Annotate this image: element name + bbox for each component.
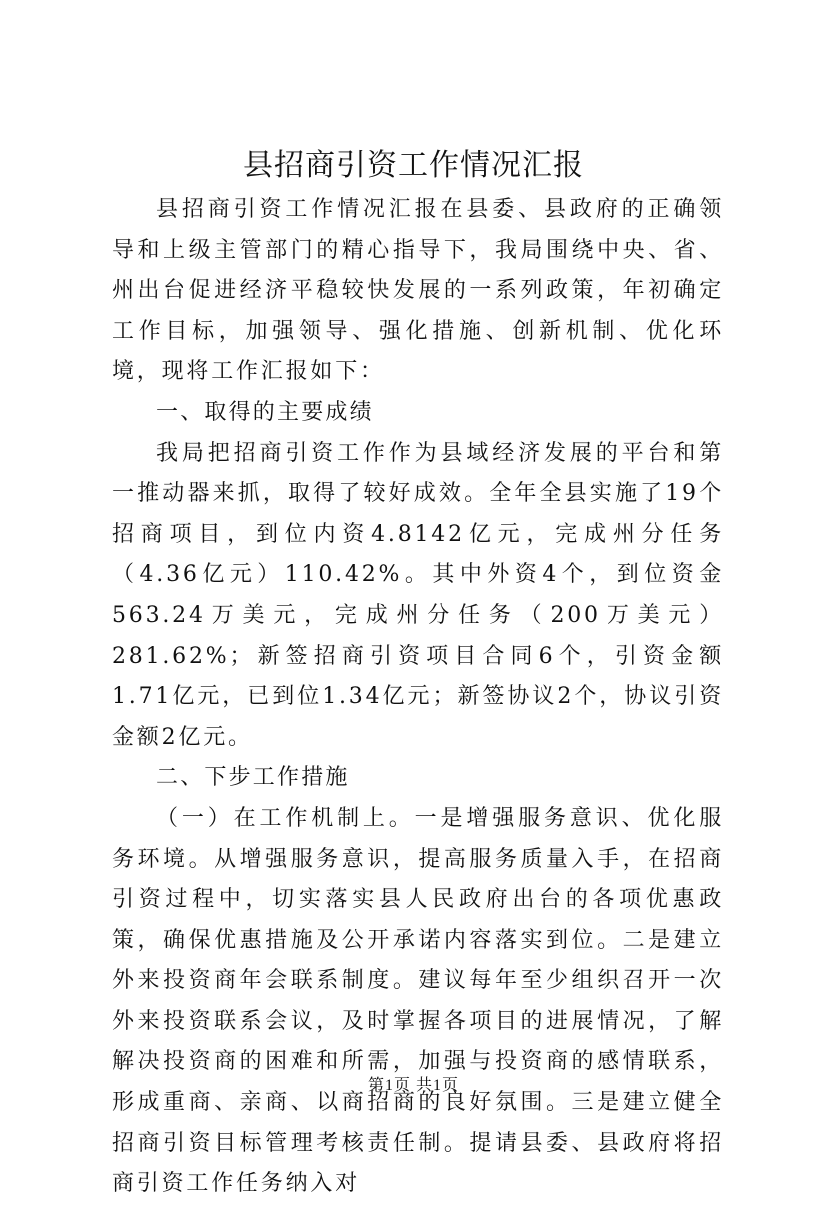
achievements-paragraph: 我局把招商引资工作作为县域经济发展的平台和第一推动器来抓，取得了较好成效。全年全县实施了19个招商项目，到位内资4.8142亿元，完成州分任务（4.36亿元）110.42%。其中外资4个，到位资金563.24万美元，完成州分任务（200万美元）281.62%；新签招商引资项目合同6个，引资金额1.71亿元，已到位1.34亿元；新签协议2个，协议引资金额2亿元。 — [112, 440, 724, 750]
page-footer: 第1页 共1页 — [367, 1077, 459, 1094]
next-steps-paragraph: （一）在工作机制上。一是增强服务意识、优化服务环境。从增强服务意识，提高服务质量入手，在招商引资过程中，切实落实县人民政府出台的各项优惠政策，确保优惠措施及公开承诺内容落实到位。二是建立外来投资商年会联系制度。建议每年至少组织召开一次外来投资联系会议，及时掌握各项目的进展情况，了解解决投资商的困难和所需，加强与投资商的感情联系，形成重商、亲商、以商招商的良好氛围。三是建立健全招商引资目标管理考核责任制。提请县委、县政府将招商引资工作任务纳入对 — [112, 805, 724, 1197]
document-body — [112, 190, 724, 1205]
page-title: 县招商引资工作情况汇报 — [243, 148, 584, 183]
intro-paragraph: 县招商引资工作情况汇报在县委、县政府的正确领导和上级主管部门的精心指导下，我局围绕中央、省、州出台促进经济平稳较快发展的一系列政策，年初确定工作目标，加强领导、强化措施、创新机制、优化环境，现将工作汇报如下： — [112, 197, 724, 385]
section-heading-next-steps: 二、下步工作措施 — [156, 765, 350, 791]
section-heading-achievements: 一、取得的主要成绩 — [156, 399, 374, 425]
